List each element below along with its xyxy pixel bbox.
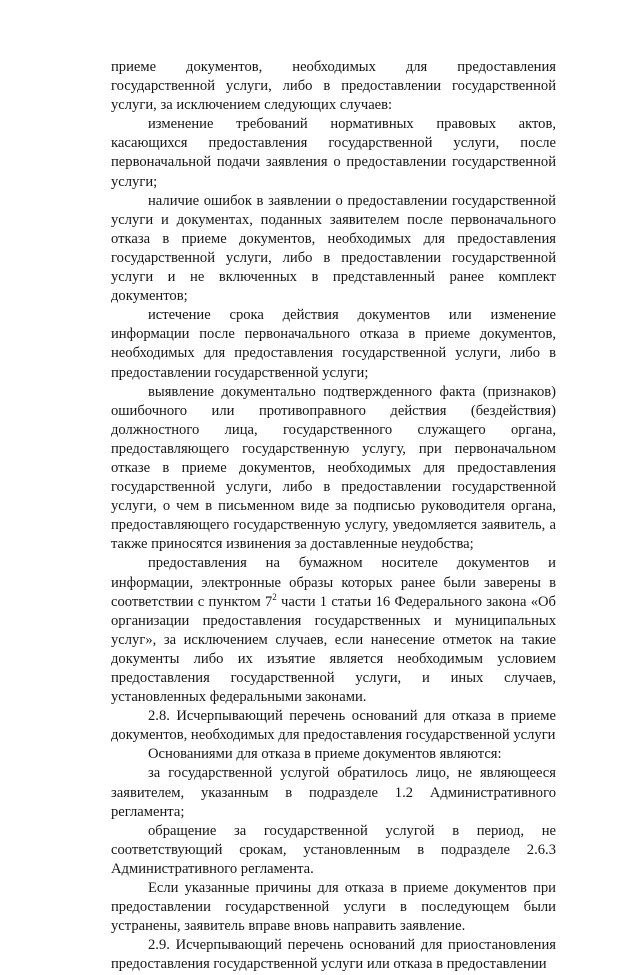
paragraph-ground-1: за государственной услугой обратилось лицо, не являющееся заявителем, указанным в подразделе 1.2 Административного регламента; xyxy=(111,765,556,820)
section-2-9-heading: 2.9. Исчерпывающий перечень оснований для приостановления предоставления государственной услуги или отказа в предоставлении xyxy=(111,937,556,973)
paragraph-grounds-intro: Основаниями для отказа в приеме документов являются: xyxy=(148,746,502,763)
paragraph-resubmit: Если указанные причины для отказа в приеме документов при предоставлении государственной услуги в последующем были устранены, заявитель вправе вновь направить заявление. xyxy=(111,880,556,935)
paragraph-3: наличие ошибок в заявлении о предоставлении государственной услуги и документах, поданных заявителем после первоначального отказа в приеме документов, необходимых для предоставления государственной услуги, либо в предоставлении государственной услуги и не включенных в представленный ранее комплект документов; xyxy=(111,192,556,305)
paragraph-6-text-a: предоставления на бумажном носителе документов и информации, электронные образы которых ранее были заверены в соответствии с пунктом 7 xyxy=(111,555,556,610)
paragraph-6-superscript: 2 xyxy=(272,591,277,602)
paragraph-5: выявление документально подтвержденного факта (признаков) ошибочного или противоправного действия (бездействия) должностного лица, государственного служащего органа, предоставляющего государственную услугу, при первоначальном отказе в приеме документов, необходимых для предоставления государственной услуги, либо в предоставлении государственной услуги, о чем в письменном виде за подписью руководителя органа, предоставляющего государственную услугу, уведомляется заявитель, а также приносятся извинения за доставленные неудобства; xyxy=(111,383,556,553)
paragraph-4: истечение срока действия документов или изменение информации после первоначального отказа в приеме документов, необходимых для предоставления государственной услуги, либо в предоставлении государственной услуги; xyxy=(111,307,556,381)
paragraph-2: изменение требований нормативных правовых актов, касающихся предоставления государственной услуги, после первоначальной подачи заявления о предоставлении государственной услуги; xyxy=(111,116,556,190)
paragraph-1: приеме документов, необходимых для предоставления государственной услуги, либо в предоставлении государственной услуги, за исключением следующих случаев: xyxy=(111,59,556,114)
section-2-8-heading: 2.8. Исчерпывающий перечень оснований для отказа в приеме документов, необходимых для предоставления государственной услуги xyxy=(111,708,556,744)
paragraph-6-text-b: части 1 статьи 16 Федерального закона «Об организации предоставления государственных и муниципальных услуг», за исключением случаев, если нанесение отметок на такие документы либо их изъятие является необходимым условием предоставления государственной услуги, и иных случаев, установленных федеральными законами. xyxy=(111,593,556,706)
paragraph-ground-2: обращение за государственной услугой в период, не соответствующий срокам, установленным в подразделе 2.6.3 Административного регламента. xyxy=(111,822,556,877)
paragraph-6 xyxy=(111,554,556,707)
